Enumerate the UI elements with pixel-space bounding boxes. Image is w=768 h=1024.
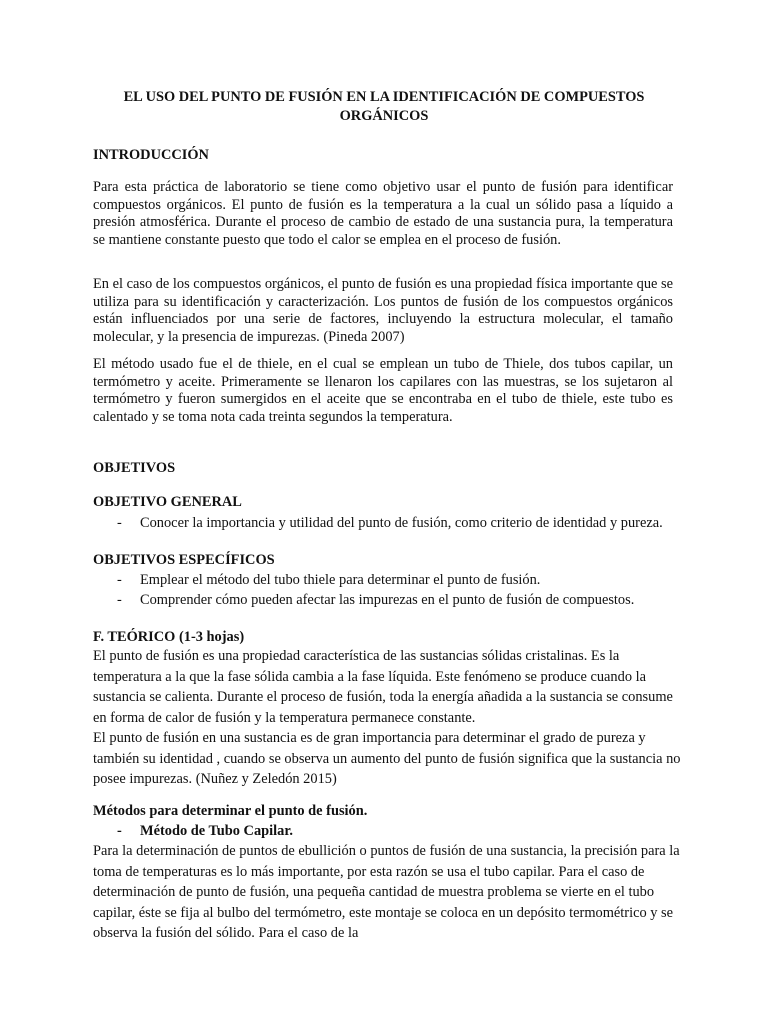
bullet-dash: -: [117, 515, 122, 531]
heading-introduccion: INTRODUCCIÓN: [93, 147, 209, 163]
intro-paragraph-1: Para esta práctica de laboratorio se tiene como objetivo usar el punto de fusión para identificar compuestos orgánicos. El punto de fusión es la temperatura a la cual un sólido pasa a líquido a presión atmosférica. Durante el proceso de cambio de estado de una sustancia pura, la temperatura se mantiene constante puesto que todo el calor se emplea en el proceso de fusión.: [93, 179, 673, 248]
heading-objetivo-general: OBJETIVO GENERAL: [93, 494, 242, 510]
bullet-dash: -: [117, 592, 122, 608]
heading-metodos: Métodos para determinar el punto de fusión.: [93, 803, 368, 819]
intro-paragraph-3: El método usado fue el de thiele, en el cual se emplean un tubo de Thiele, dos tubos capilar, un termómetro y aceite. Primeramente se llenaron los capilares con las muestras, se los sujetaron al termómetro y fueron sumergidos en el aceite que se encontraba en el tubo de thiele, este tubo es calentado y se toma nota cada treinta segundos la temperatura.: [93, 356, 673, 425]
intro-paragraph-2: En el caso de los compuestos orgánicos, el punto de fusión es una propiedad física importante que se utiliza para su identificación y caracterización. Los puntos de fusión de los compuestos orgánicos están influenciados por una serie de factores, incluyendo la estructura molecular, el tamaño molecular, y la presencia de impurezas. (Pineda 2007): [93, 276, 674, 345]
document-title: EL USO DEL PUNTO DE FUSIÓN EN LA IDENTIFICACIÓN DE COMPUESTOS ORGÁNICOS: [123, 89, 645, 124]
bullet-dash: -: [117, 572, 122, 588]
list-item-text: Método de Tubo Capilar.: [140, 823, 294, 839]
list-item-text: Emplear el método del tubo thiele para determinar el punto de fusión.: [140, 572, 541, 588]
heading-objetivos-especificos: OBJETIVOS ESPECÍFICOS: [93, 552, 275, 568]
list-item-text: Conocer la importancia y utilidad del punto de fusión, como criterio de identidad y pureza.: [140, 515, 663, 531]
bullet-dash: -: [117, 823, 122, 839]
teorico-paragraph-1: El punto de fusión es una propiedad característica de las sustancias sólidas cristalinas. Es la temperatura a la que la fase sólida cambia a la fase líquida. Este fenómeno se produce cuando la sustancia se calienta. Durante el proceso de fusión, toda la energía añadida a la sustancia se consume en forma de calor de fusión y la temperatura permanece constante.: [93, 648, 673, 726]
heading-teorico: F. TEÓRICO (1-3 hojas): [93, 629, 245, 645]
metodos-paragraph: Para la determinación de puntos de ebullición o puntos de fusión de una sustancia, la precisión para la toma de temperaturas es lo más importante, por esta razón se usa el tubo capilar. Para el caso de determinación de punto de fusión, una pequeña cantidad de muestra problema se vierte en el tubo capilar, éste se fija al bulbo del termómetro, este montaje se coloca en un depósito termométrico y se observa la fusión del sólido. Para el caso de la: [93, 843, 680, 941]
heading-objetivos: OBJETIVOS: [93, 460, 176, 476]
list-item-text: Comprender cómo pueden afectar las impurezas en el punto de fusión de compuestos.: [140, 592, 635, 608]
teorico-paragraph-2: El punto de fusión en una sustancia es de gran importancia para determinar el grado de pureza y también su identidad , cuando se observa un aumento del punto de fusión significa que la sustancia no posee impurezas. (Nuñez y Zeledón 2015): [93, 730, 681, 787]
